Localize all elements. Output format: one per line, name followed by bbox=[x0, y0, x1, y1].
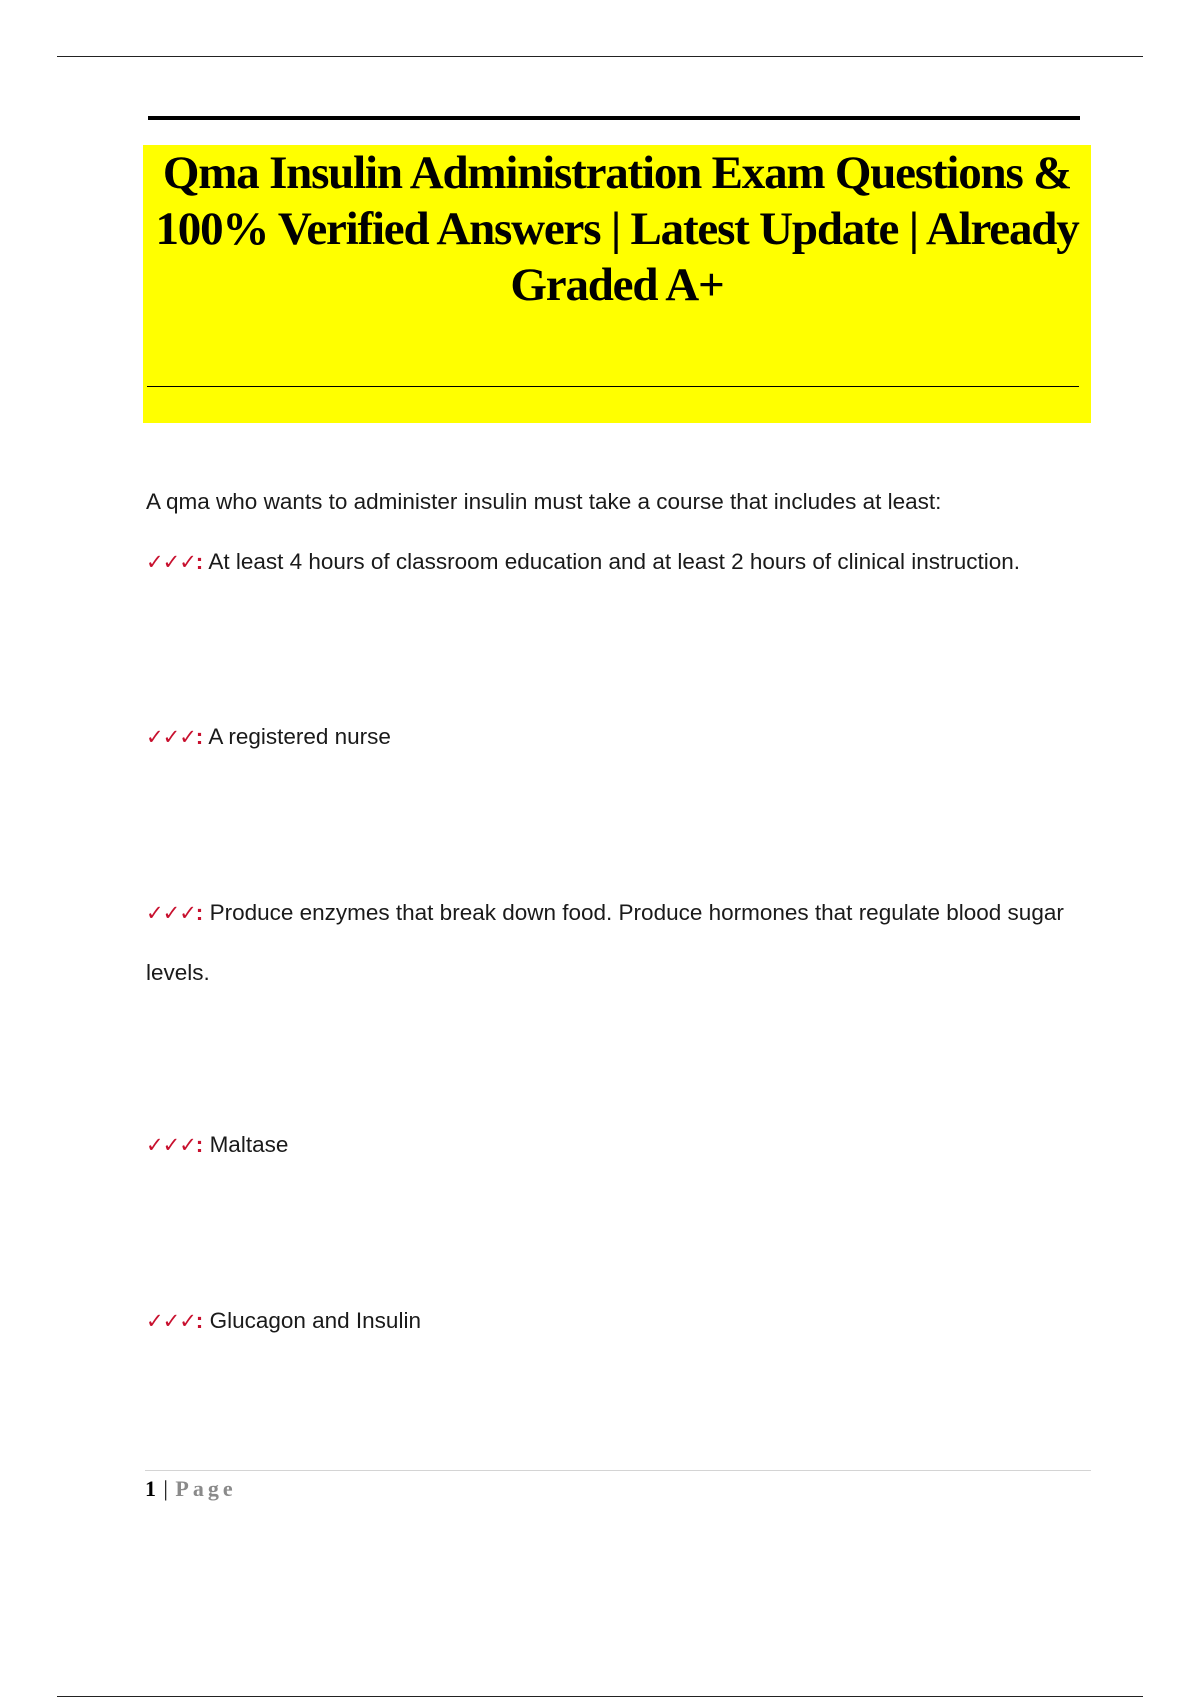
answer-item bbox=[146, 1115, 1096, 1175]
document-title: Qma Insulin Administration Exam Questions & 100% Verified Answers | Latest Update | Already Graded A+ bbox=[155, 147, 1079, 311]
page-footer-rule bbox=[57, 1696, 1143, 1697]
title-banner bbox=[143, 145, 1091, 423]
answer-text: A registered nurse bbox=[208, 724, 391, 749]
answer-text: Maltase bbox=[209, 1132, 289, 1157]
footer-separator: | bbox=[163, 1476, 168, 1501]
answer-item bbox=[146, 532, 1096, 592]
answer-text: Produce enzymes that break down food. Produce hormones that regulate blood sugar levels. bbox=[146, 900, 1064, 985]
qa-content bbox=[146, 472, 1096, 1333]
page-header-rule bbox=[57, 56, 1143, 57]
answer-text: At least 4 hours of classroom education and at least 2 hours of clinical instruction. bbox=[208, 549, 1020, 574]
checkmark-icon: ✓✓✓ bbox=[146, 901, 196, 925]
checkmark-icon: ✓✓✓ bbox=[146, 1133, 196, 1157]
answer-item bbox=[146, 883, 1096, 1003]
answer-item bbox=[146, 707, 1096, 767]
answer-colon: : bbox=[195, 900, 204, 925]
answer-colon: : bbox=[195, 1132, 204, 1157]
title-top-rule bbox=[148, 116, 1080, 120]
checkmark-icon: ✓✓✓ bbox=[146, 550, 196, 574]
answer-item bbox=[146, 1291, 1096, 1351]
checkmark-icon: ✓✓✓ bbox=[146, 725, 196, 749]
page-number: 1 bbox=[145, 1476, 156, 1501]
page-label: Page bbox=[175, 1476, 237, 1501]
page-footer bbox=[145, 1475, 237, 1503]
answer-colon: : bbox=[195, 724, 204, 749]
answer-colon: : bbox=[195, 1308, 204, 1333]
answer-text: Glucagon and Insulin bbox=[209, 1308, 421, 1333]
footer-rule bbox=[145, 1470, 1091, 1471]
title-underline bbox=[147, 386, 1079, 387]
checkmark-icon: ✓✓✓ bbox=[146, 1309, 196, 1333]
answer-colon: : bbox=[195, 549, 204, 574]
question-text: A qma who wants to administer insulin must take a course that includes at least: bbox=[146, 489, 942, 514]
